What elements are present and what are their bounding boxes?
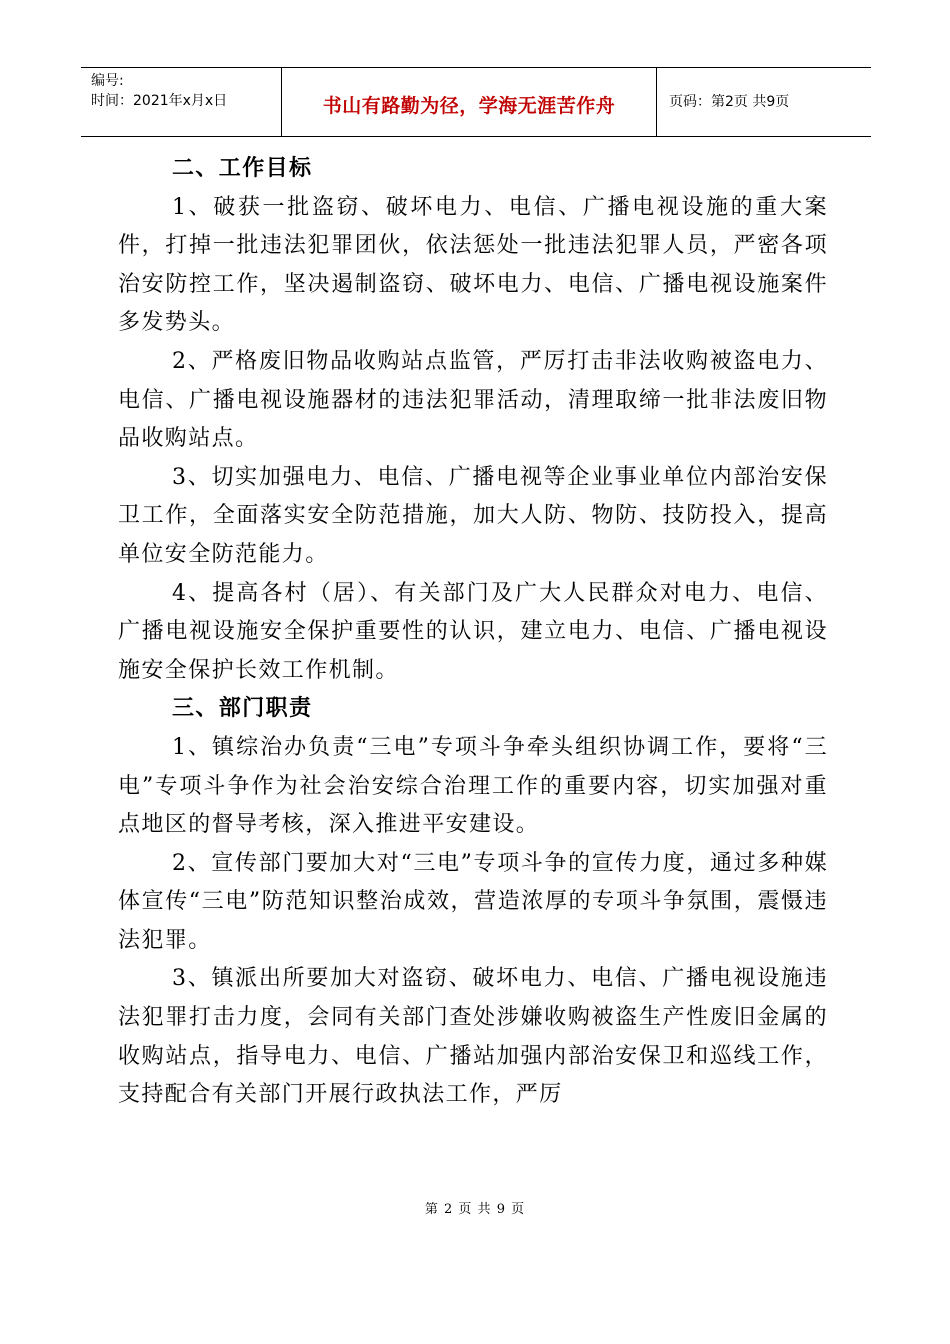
goal-paragraph-1: 1、破获一批盗窃、破坏电力、电信、广播电视设施的重大案件，打掉一批违法犯罪团伙，依法惩处一批违法犯罪人员，严密各项治安防控工作，坚决遏制盗窃、破坏电力、电信、广播电视设施案件多发势头。 xyxy=(118,194,828,336)
header-page-info: 页码：第2页 共9页 xyxy=(669,94,790,110)
page-footer: 第 2 页 共 9 页 xyxy=(424,1202,526,1217)
header-right-cell xyxy=(657,68,871,136)
document-time-label: 时间：2021年x月x日 xyxy=(91,93,228,109)
duty-paragraph-2: 2、宣传部门要加大对“三电”专项斗争的宣传力度，通过多种媒体宣传“三电”防范知识整治成效，营造浓厚的专项斗争氛围，震慑违法犯罪。 xyxy=(118,850,828,953)
goal-paragraph-2: 2、严格废旧物品收购站点监管，严厉打击非法收购被盗电力、电信、广播电视设施器材的违法犯罪活动，清理取缔一批非法废旧物品收购站点。 xyxy=(118,348,828,452)
header-left-cell xyxy=(81,68,282,136)
header-motto: 书山有路勤为径，学海无涯苦作舟 xyxy=(322,95,616,117)
page-header xyxy=(81,67,871,137)
document-number-label: 编号: xyxy=(91,73,124,89)
header-middle-cell xyxy=(282,68,657,136)
goal-paragraph-4: 4、提高各村（居）、有关部门及广大人民群众对电力、电信、广播电视设施安全保护重要性的认识，建立电力、电信、广播电视设施安全保护长效工作机制。 xyxy=(118,580,828,683)
duty-paragraph-3: 3、镇派出所要加大对盗窃、破坏电力、电信、广播电视设施违法犯罪打击力度，会同有关部门查处涉嫌收购被盗生产性废旧金属的收购站点，指导电力、电信、广播站加强内部治安保卫和巡线工作，支持配合有关部门开展行政执法工作，严厉 xyxy=(118,966,828,1108)
duty-paragraph-1: 1、镇综治办负责“三电”专项斗争牵头组织协调工作，要将“三电”专项斗争作为社会治安综合治理工作的重要内容，切实加强对重点地区的督导考核，深入推进平安建设。 xyxy=(118,734,828,838)
section-heading-duties: 三、部门职责 xyxy=(172,696,313,722)
goal-paragraph-3: 3、切实加强电力、电信、广播电视等企业事业单位内部治安保卫工作，全面落实安全防范措施，加大人防、物防、技防投入，提高单位安全防范能力。 xyxy=(118,464,828,567)
section-heading-goals: 二、工作目标 xyxy=(172,156,313,181)
document-body xyxy=(118,150,828,1115)
